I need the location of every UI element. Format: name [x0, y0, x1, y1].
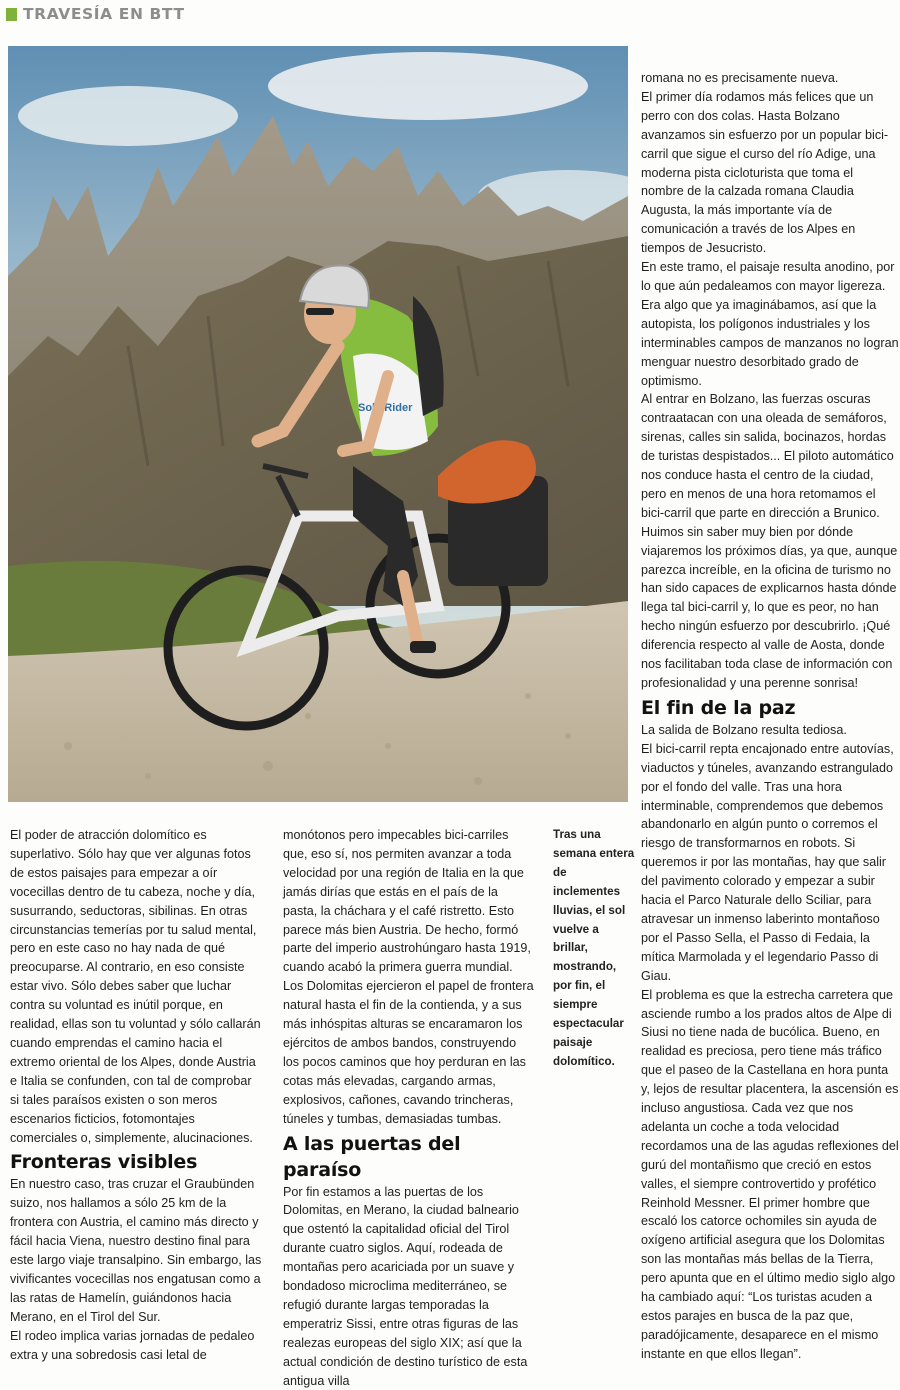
col1-paragraph-2: El rodeo implica varias jornadas de pedaleo extra y una sobredosis casi letal de	[10, 1327, 262, 1365]
intro-paragraph: El poder de atracción dolomítico es superlativo. Sólo hay que ver algunas fotos de estos paisajes para empezar a oír vocecillas dentro de tu cabeza, noche y día, susurrando, seductoras, sibilinas. En otras circunstancias temerías por tu salud mental, pero en este caso no hay nada de qué preocuparse. Al contrario, en eso consiste estar vivo. Sólo debes saber que luchar contra su voluntad es inútil porque, en realidad, ellas son tu voluntad y sólo callarán cuando emprendas el camino hacia el extremo oriental de los Alpes, donde Austria e Italia se confunden, con tal de comprobar si tales paraísos existen o son meros escenarios ficticios, fotomontajes comerciales o, simplemente, alucinaciones.	[10, 826, 262, 1147]
article-column-1	[10, 826, 262, 1364]
section-tag	[6, 4, 185, 24]
col3-paragraph-2: El primer día rodamos más felices que un perro con dos colas. Hasta Bolzano avanzamos sin esfuerzo por un popular bici-carril que sigue el curso del río Adige, una moderna pista cicloturista que toma el nombre de la calzada romana Claudia Augusta, la más importante vía de comunicación a través de los Alpes en tiempos de Jesucristo.	[641, 88, 899, 258]
col1-paragraph-1: En nuestro caso, tras cruzar el Graubünden suizo, nos hallamos a sólo 25 km de la frontera con Austria, el camino más directo y fácil hacia Viena, nuestro destino final para este largo viaje transalpino. Sin embargo, las vivificantes vocecillas nos engatusan como a las ratas de Hamelín, guiándonos hacia Merano, en el Tirol del Sur.	[10, 1175, 262, 1326]
col3-paragraph-4: Al entrar en Bolzano, las fuerzas oscuras contraatacan con una oleada de semáforos, sirenas, calles sin salida, bocinazos, hordas de turistas despistados... El piloto automático nos conduce hasta el centro de la ciudad, pero en menos de una hora retomamos el bici-carril que parte en dirección a Brunico. Huimos sin saber muy bien por dónde viajaremos los próximos días, ya que, aunque parezca increíble, en la oficina de turismo no han sido capaces de explicarnos hasta dónde llega tal bici-carril y, lo que es peor, no han hecho ningún esfuerzo por descubrirlo. ¡Qué diferencia respecto al valle de Aosta, donde nos facilitaban toda clase de información con profesionalidad y una perenne sonrisa!	[641, 390, 899, 693]
col3-paragraph-7: El problema es que la estrecha carretera que asciende rumbo a los prados altos de Alpe di Siusi no tiene nada de bucólica. Bueno, en realidad es preciosa, pero tiene más tráfico que el paseo de la Castellana en hora punta y, lejos de resultar placentera, la ascensión es incluso angustiosa. Cada vez que nos adelanta un coche a toda velocidad recordamos una de las agudas reflexiones del gurú del montañismo que creció en estos valles, el siempre controvertido y profético Reinhold Messner. El primer hombre que escaló los catorce ochomiles sin ayuda de oxígeno artificial asegura que los Dolomitas son las montañas más bellas de la Tierra, pero apunta que en el último medio siglo algo ha cambiado aquí: “Los turistas acuden a estos parajes en busca de la paz que, paradójicamente, desaparece en el mismo instante en que ellos llegan”.	[641, 986, 899, 1364]
col3-paragraph-6: El bici-carril repta encajonado entre autovías, viaductos y túneles, avanzando estrangulado por el fondo del valle. Tras una hora interminable, comprendemos que debemos abandonarlo en algún punto o corremos el riesgo de transformarnos en robots. Si queremos ir por las montañas, hay que salir del pavimento colorado y empezar a subir hacia el Parco Naturale dello Sciliar, para atravesar un inmenso laberinto montañoso por el Passo Sella, el Passo di Fedaia, la mítica Marmolada y el legendario Passo di Giau.	[641, 740, 899, 986]
heading-puertas-paraiso: A las puertas del paraíso	[283, 1131, 535, 1183]
heading-fin-de-la-paz: El fin de la paz	[641, 695, 899, 721]
cyclist-photo	[8, 46, 628, 802]
photo-caption: Tras una semana entera de inclementes lluvias, el sol vuelve a brillar, mostrando, por fin, el siempre espectacular paisaje dolomítico.	[553, 826, 635, 1072]
section-tag-label: TRAVESÍA EN BTT	[23, 5, 185, 23]
cyclist-photo-illustration	[8, 46, 628, 802]
col3-paragraph-3: En este tramo, el paisaje resulta anodino, por lo que aún pedaleamos con mayor ligereza. Era algo que ya imaginábamos, así que la autopista, los polígonos industriales y los interminables campos de manzanos no logran menguar nuestro desorbitado grado de optimismo.	[641, 258, 899, 390]
col2-paragraph-1: monótonos pero impecables bici-carriles que, eso sí, nos permiten avanzar a toda velocidad por una región de Italia en la que jamás dirías que estás en el país de la pasta, la cháchara y el café ristretto. Esto parece más bien Austria. De hecho, formó parte del imperio austrohúngaro hasta 1919, cuando acabó la primera guerra mundial. Los Dolomitas ejercieron el papel de frontera natural hasta el fin de la contienda, y a sus más inhóspitas alturas se encaramaron los ejércitos de ambos bandos, construyendo los pocos caminos que hoy perduran en las cotas más elevadas, cargando armas, explosivos, cañones, cavando trincheras, túneles y tumbas, demasiadas tumbas.	[283, 826, 535, 1129]
section-tag-marker	[6, 8, 17, 21]
col2-paragraph-2: Por fin estamos a las puertas de los Dolomitas, en Merano, la ciudad balneario que ostentó la capitalidad oficial del Tirol durante cuatro siglos. Aquí, rodeada de montañas pero acariciada por un suave y bondadoso microclima mediterráneo, se refugió durante largas temporadas la emperatriz Sissi, entre otras figuras de las realezas europeas del siglo XIX; así que la actual condición de destino turístico de esta antigua villa	[283, 1183, 535, 1390]
col3-paragraph-5: La salida de Bolzano resulta tediosa.	[641, 721, 899, 740]
article-column-3	[641, 69, 899, 1364]
jersey-text: Sole Rider	[358, 402, 413, 414]
heading-fronteras-visibles: Fronteras visibles	[10, 1149, 262, 1175]
col3-paragraph-1: romana no es precisamente nueva.	[641, 69, 899, 88]
article-column-2	[283, 826, 535, 1390]
